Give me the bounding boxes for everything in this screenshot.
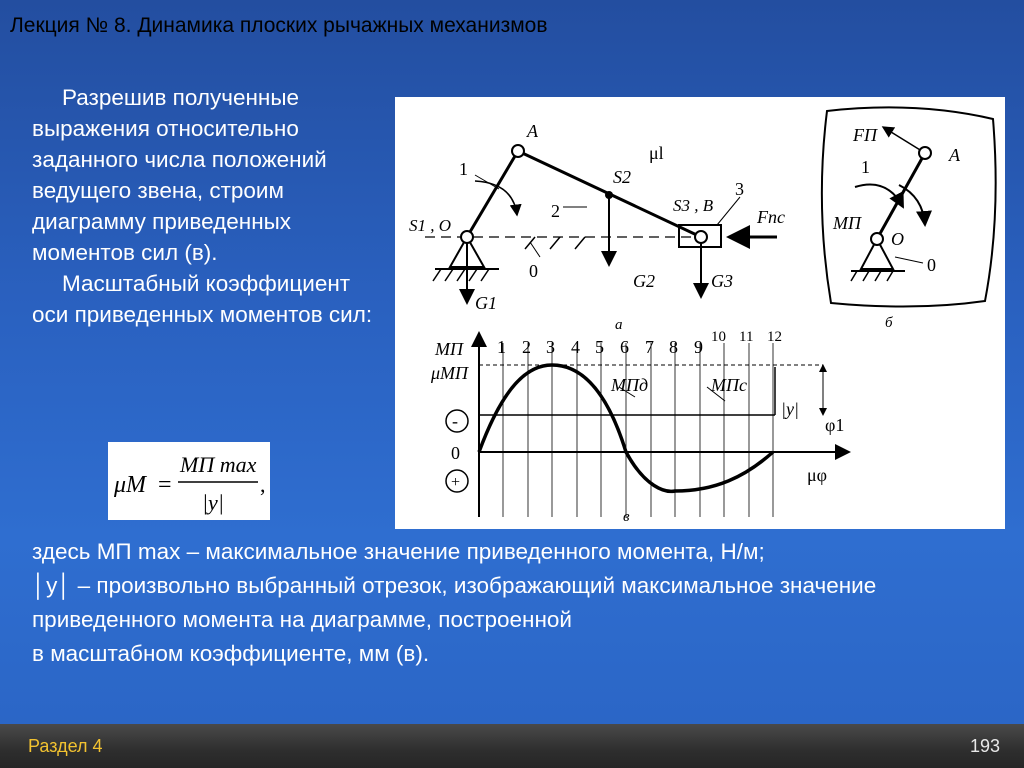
- inset-crank: [877, 153, 925, 239]
- joint-A: [512, 145, 524, 157]
- label-link-2: 2: [551, 201, 560, 221]
- grid-verticals: [503, 343, 773, 517]
- inset-label-sub-b: б: [885, 315, 893, 331]
- figure-svg: [395, 97, 1005, 529]
- tick-4: 4: [571, 337, 580, 357]
- joint-B: [695, 231, 707, 243]
- sign-plus: +: [451, 474, 461, 491]
- label-0: 0: [529, 261, 538, 281]
- explanation-text: [32, 535, 1002, 671]
- paragraph-2: Масштабный коэффициент оси приведенных моментов сил:: [32, 271, 373, 327]
- diag-label-MPd: MПд: [611, 375, 649, 395]
- intro-text: [32, 82, 377, 330]
- formula-box: [108, 442, 270, 520]
- label-mu-l: μl: [649, 143, 664, 163]
- formula-equals: =: [158, 472, 172, 498]
- label-link-3: 3: [735, 179, 744, 199]
- tick-12: 12: [767, 329, 782, 345]
- sign-minus: -: [452, 411, 458, 431]
- tick-1: 1: [497, 337, 506, 357]
- label-link-1: 1: [459, 159, 468, 179]
- tick-2: 2: [522, 337, 531, 357]
- tick-3: 3: [546, 337, 555, 357]
- label-A: A: [527, 121, 538, 141]
- label-S1O: S1 , O: [409, 216, 452, 235]
- inset-label-O: O: [891, 229, 904, 249]
- diag-label-muphi: μφ: [807, 465, 828, 485]
- formula-lhs: μM: [114, 472, 147, 498]
- formula-comma: ,: [260, 472, 266, 497]
- slide-title: Лекция № 8. Динамика плоских рычажных механизмов: [10, 14, 548, 37]
- formula-numerator: MП max: [180, 452, 257, 477]
- joint-O: [461, 231, 473, 243]
- mechanism-figure: [395, 97, 1005, 529]
- diag-label-y: |y|: [781, 399, 799, 419]
- inset-diagram: [822, 107, 996, 306]
- tick-8: 8: [669, 337, 678, 357]
- label-S3B: S3 , B: [673, 196, 714, 215]
- tick-6: 6: [620, 337, 629, 357]
- footer-bar: [0, 724, 1024, 768]
- diag-label-sub-v: в: [623, 509, 630, 525]
- inset-label-FP: FП: [853, 125, 877, 145]
- inset-label-A: A: [949, 145, 960, 165]
- diag-label-MP: MП: [435, 339, 463, 359]
- diag-label-MPc: MПс: [711, 375, 747, 395]
- formula: [108, 442, 270, 520]
- tick-10: 10: [711, 329, 726, 345]
- label-S2: S2: [613, 167, 631, 187]
- footer-page-number: 193: [969, 736, 1000, 756]
- tick-11: 11: [739, 329, 754, 345]
- moment-diagram: [446, 333, 849, 517]
- footer-section: Раздел 4: [28, 736, 103, 756]
- rotation-arrow: [475, 181, 517, 215]
- formula-denominator: |y|: [202, 490, 224, 515]
- paragraph-1: Разрешив полученные выражения относительно заданного числа положений ведущего звена, строим диаграмму приведенных моментов сил (в).: [32, 85, 327, 265]
- label-G2: G2: [633, 271, 655, 291]
- point-S2: [605, 191, 613, 199]
- tick-7: 7: [645, 337, 654, 357]
- inset-force-arrow: [883, 127, 925, 153]
- label-G3: G3: [711, 271, 733, 291]
- inset-border: [822, 107, 996, 306]
- explanation-line-3: в масштабном коэффициенте, мм (в).: [32, 641, 430, 666]
- crank-link: [467, 151, 518, 237]
- axis-zero: 0: [451, 443, 460, 463]
- inset-label-1: 1: [861, 157, 870, 177]
- tick-5: 5: [595, 337, 604, 357]
- label-Fps: Fпс: [757, 207, 785, 227]
- diag-label-muMP: μMП: [431, 363, 469, 383]
- explanation-line-2: │y│ – произвольно выбранный отрезок, изображающий максимальное значение приведенного момента на диаграмме, построенной: [32, 573, 877, 632]
- tick-9: 9: [694, 337, 703, 357]
- inset-label-MP: MП: [833, 213, 861, 233]
- diag-label-phi1: φ1: [825, 415, 845, 435]
- label-sub-a: а: [615, 317, 623, 333]
- explanation-line-1: здесь MП max – максимальное значение приведенного момента, Н/м;: [32, 539, 765, 564]
- label-G1: G1: [475, 293, 497, 313]
- inset-label-0: 0: [927, 255, 936, 275]
